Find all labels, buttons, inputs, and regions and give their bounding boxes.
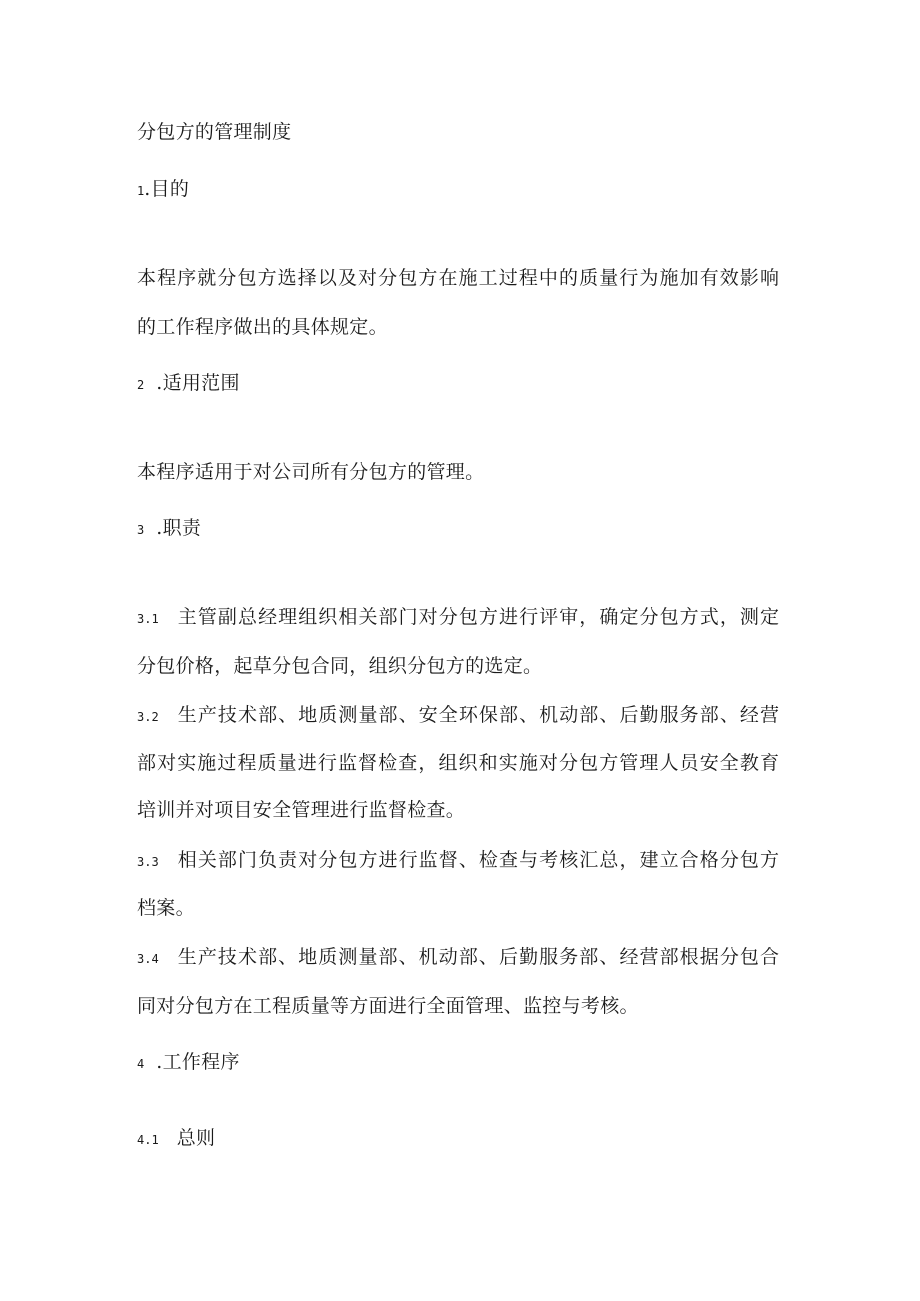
subsection-4-1-heading (137, 1126, 215, 1152)
item-text: 生产技术部、地质测量部、安全环保部、机动部、后勤服务部、经营 (176, 704, 779, 726)
item-number: 3.3 (137, 855, 159, 869)
section-4-heading (137, 1050, 240, 1076)
section-title: .职责 (156, 517, 202, 539)
item-3-3-line-1 (137, 848, 779, 874)
item-3-1-line-2: 分包价格，起草分包合同，组织分包方的选定。 (137, 655, 543, 677)
item-3-4-line-1 (137, 945, 779, 971)
item-3-4-line-2: 同对分包方在工程质量等方面进行全面管理、监控与考核。 (137, 995, 639, 1017)
section-3-heading (137, 516, 201, 542)
item-number: 3.4 (137, 952, 159, 966)
section-number: 3 (137, 523, 145, 537)
section-number: 2 (137, 378, 145, 392)
section-number: 4 (137, 1057, 145, 1071)
item-3-3-line-2: 档案。 (137, 897, 195, 919)
section-2-heading (137, 371, 240, 397)
item-number: 3.1 (137, 612, 159, 626)
item-3-1-line-1 (137, 605, 779, 631)
section-1-body-line-2: 的工作程序做出的具体规定。 (137, 316, 388, 338)
item-text: 生产技术部、地质测量部、机动部、后勤服务部、经营部根据分包合 (176, 946, 779, 968)
item-3-2-line-3: 培训并对项目安全管理进行监督检查。 (137, 799, 466, 821)
section-title: .适用范围 (156, 372, 240, 394)
document-title: 分包方的管理制度 (137, 121, 292, 143)
item-number: 4.1 (137, 1133, 159, 1147)
item-text: 主管副总经理组织相关部门对分包方进行评审，确定分包方式，测定 (176, 606, 779, 628)
section-2-body: 本程序适用于对公司所有分包方的管理。 (137, 461, 485, 483)
section-title: .工作程序 (156, 1051, 240, 1073)
section-number: 1 (137, 184, 145, 198)
section-1-heading (137, 177, 189, 203)
section-title: .目的 (144, 178, 190, 200)
item-3-2-line-1 (137, 703, 779, 729)
item-3-2-line-2: 部对实施过程质量进行监督检查，组织和实施对分包方管理人员安全教育 (137, 752, 779, 774)
section-1-body-line-1: 本程序就分包方选择以及对分包方在施工过程中的质量行为施加有效影响 (137, 267, 779, 289)
item-number: 3.2 (137, 710, 159, 724)
item-text: 总则 (176, 1127, 216, 1149)
item-text: 相关部门负责对分包方进行监督、检查与考核汇总，建立合格分包方 (176, 849, 779, 871)
